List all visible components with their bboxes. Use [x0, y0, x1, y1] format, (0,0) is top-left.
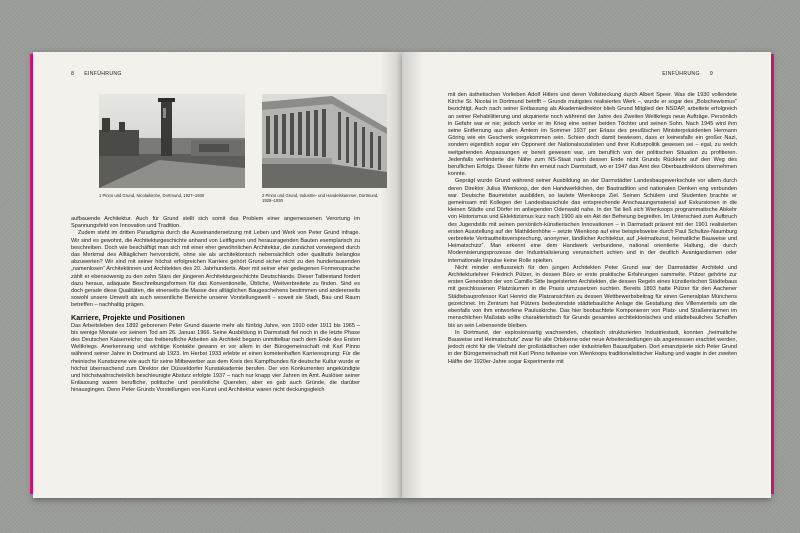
paragraph: Geprägt wurde Grund während seiner Ausbildung an der Darmstädter Landesbaugewerkschule vor allem durch deren Direktor Julius Wienkoop, der den Handwerklichen, der Bautradition und nationalen Denken eng verbunden war. Deutsche Baumeister ausbilden, so lautete Wienkoops Ziel. Seinen Schülern und Studenten brachte er gemeinsam mit Kollegen der Landesbauschule das entsprechende Anschauungsmaterial auf Exkursionen in die kleinen Städte und Dörfer im anliegenden Odenwald nahe. In der Tat ließ sich Wienkoops programmatische Abkehr von Historismus und Eklektizismus kurz nach 1900 als ein Akt der Befreiung begreifen. Im Unterschied zum Aufbruch des Jugendstils mit seinen persönlich-künstlerischen Innovationen – in Darmstadt präsent mit der 1901 realisierten ersten Ausstellung auf der Mathildenhöhe – setzte Wienkoop auf eine beispielsweise durch Paul Schultze-Naumburg verbreitete Vertrautheitsversprechung, anonymer, ländlicher Architektur, auf „Heimatkunst, heimatliche Bauweise und Heimatschutz“. Man erkennt eine dem Handwerk verbundene, national orientierte Haltung, die durch Modernisierungsprozesse der Industrialisierung verunsichert schien und in der deutlich Avantgardismen oder internationale Impulse keine Rolle spielten. — [448, 178, 737, 264]
open-book — [33, 52, 771, 498]
page-number: 8 — [71, 71, 75, 77]
running-head: EINFÜHRUNG — [662, 71, 700, 77]
paragraph: In Dortmund, der explosionsartig wachsenden, chaotisch strukturierten Industriestadt, konnten „heimatliche Bauweise und Heimatschutz“ zwar für alte Ortskerne oder neue Arbeitersiedlungen als angemessen erachtet werden, jedoch nicht für die Vielzahl der großstädtischen oder industriellen Bauaufgaben. Dort emanzipierte sich Peter Grund in der Bürogemeinschaft mit Karl Pinno teilweise von Wienkoops traditionalistischer Haltung und wagte in der zweiten Hälfte der 1920er-Jahre sogar Experimente mit — [448, 329, 737, 365]
left-page — [33, 52, 402, 498]
section-heading: Karriere, Projekte und Positionen — [71, 312, 185, 322]
figure-1-caption: 1 Pinno und Grund, Nicolaikirche, Dortmund, 1927–1930 — [99, 193, 205, 198]
paragraph: Das Arbeitsleben des 1892 geborenen Peter Grund dauerte mehr als fünfzig Jahre, von 1910 oder 1911 bis 1965 – bis wenige Monate vor seinem Tod am 26. Januar 1966. Seine Ausbildung in Darmstadt fiel noch in die letzte Phase des Deutschen Kaiserreichs; das freiberufliche Arbeiten als Architekt begann unmittelbar nach dem Ende des Ersten Weltkriegs. Anerkennung und wichtige Kontakte gewann er vor allem in der Bürogemeinschaft mit Karl Pinno während seiner Jahre in Dortmund ab 1923. Im Herbst 1933 erlebte er einen kometenhaften Karrieresprung: Für die rheinische Kunstszene wie auch für seine Mitbewerber aus dem Kreis des Kampfbundes für deutsche Kultur wurde er höchst überraschend zum Direktor der Düsseldorfer Kunstakademie berufen. Der von Konkurrenten angekündigte und höchstwahrscheinlich beschleunigte Absturz erfolgte 1937 – nach nur knapp vier Jahren im Amt. Auslöser seiner Entlassung waren berufliche, politische und persönliche Querelen, aber es gab auch Gründe, die darüber hinausgingen. Denn Peter Grunds Vorstellungen von Kunst und Architektur waren nicht deckungsgleich — [71, 322, 360, 394]
paragraph: Nicht minder einflussreich für den jungen Architekten Peter Grund war der Darmstädter Architekt und Architekturlehrer Friedrich Pützer, in dessen Büro er erste praktische Erfahrungen sammelte. Pützer gehörte zur ersten Generation der von Camillo Sitte begeisterten Architekten, die dessen Regeln eines künstlerischen Städtebaus mit geschlossenen Platzräumen in die Praxis umzusetzen suchten. Bereits 1893 hatte Pützer für den Aachener Städtebauprofessor Karl Henrici die Platzansichten zu dessen Wettbewerbsbeitrag für einen Generalplan Münchens gezeichnet. Im Zentrum hat Pützers bedeutendste städtebauliche Anlage die Gestaltung des Villenviertels um die ebenfalls von ihm entworfene Pauluskirche. Das hier beobachtete Komponieren von Platz- und Straßenräumen im menschlichen Maßstab sollte charakteristisch für Grunds gesamtes architektonisches und städtebauliches Schaffen bis an sein Lebensende bleiben. — [448, 264, 737, 329]
paragraph: Zudem steht im dritten Paradigma durch die Auseinandersetzung mit Leben und Werk von Peter Grund infrage. Wir sind es gewohnt, die Architekturgeschichte anhand von Leitfiguren und herausragenden Bauten exemplarisch zu beschreiben. Doch wie beschäftigt man sich mit einer eher gewöhnlichen Architektur, die zunächst vorwiegend durch das Merkmal des Alltäglichen hervorsticht, ohne sie als architektonisch nebensächlich oder qualitativ belanglos abzuwerten? Wir sind mit seiner höchst erfolgreichen Karriere gehört Grund sicher nicht zu den hundertausenden „namenlosen“ Architektinnen und Architekten des 20. Jahrhunderts. Aber mit seiner eher gediegenen Formensprache zählt er ebensowenig zu den zehn Stars der jüngeren Architekturgeschichte Deutschlands. Dieser Tatbestand fordert dazu heraus, adäquate Beschreibungsformen für das Konventionelle, Übliche, Weitverbreitete zu finden. Sind es doch gerade diese Qualitäten, die einerseits die Masse des alltäglichen Baugeschehens bestimmen und andererseits sowohl unsere Umwelt als auch wesentliche Bereiche unserer Vorstellungswelt – soweit sie Stadt, Bau und Raum betreffen – nachhaltig prägen. — [71, 230, 360, 309]
figure-2-photo — [262, 94, 387, 188]
gutter-shadow-right — [402, 52, 424, 498]
right-page — [402, 52, 771, 498]
running-head: EINFÜHRUNG — [84, 71, 122, 77]
paragraph: mit den ästhetischen Vorlieben Adolf Hitlers und deren Vollstreckung durch Albert Speer. Was die 1930 vollendete Kirche St. Nicolai in Dortmund betrifft – Grunds mutigstes realisiertes Werk –, wurde er sogar des „Bolschewismus“ bezichtigt. Auch nach seiner Entlassung als Akademiedirektor blieb Grund Mitglied der NSDAP, arbeitete erfolgreich an seiner Rehabilitierung und akquirierte noch während der Jahre des Zweiten Weltkriegs neue Aufträge. Persönlich in Gefahr war er nie; jedoch verlor er im Krieg eine seiner beiden Töchter und seinen Sohn. Nach 1945 wird ihm seine Entfernung aus allen Ämtern im Sommer 1937 per Erlass des preußischen Ministerpräsidenten Hermann Göring wie ein Geschenk vorgekommen sein. Schien doch damit bewiesen, dass er keinesfalls ein großer Nazi, sondern eigentlich sogar ein Opponent der Nationalsozialisten und ihrer Kulturpolitik gewesen sei – egal, zu welch weitgehenden Anpassungen er bereit gewesen war, um beruflich von der politischen Situation zu profitieren. Jedenfalls verhinderte die Nähe zum NS-Staat nach dessen Ende nicht Grunds Rückkehr auf den Weg des beruflichen Erfolgs. Dieser führte ihn erneut nach Darmstadt, wo er 1947 das Amt des Oberbaudirektors übernehmen konnte. — [448, 92, 737, 178]
right-body-text — [448, 92, 737, 366]
running-header-left — [71, 71, 122, 77]
left-body-text — [71, 216, 360, 395]
church-photo-icon — [99, 94, 245, 188]
figure-1-photo — [99, 94, 245, 188]
figure-2-caption: 2 Pinno und Grund, Industrie- und Handelskammer, Dortmund, 1928–1930 — [262, 193, 379, 204]
running-header-right — [662, 71, 713, 77]
building-photo-icon — [262, 94, 387, 188]
paragraph: aufbauende Architektur. Auch für Grund stellt sich somit das Problem einer angemessenen Verortung im Spannungsfeld von Innovation und Tradition. — [71, 216, 360, 230]
page-number: 9 — [709, 71, 713, 77]
